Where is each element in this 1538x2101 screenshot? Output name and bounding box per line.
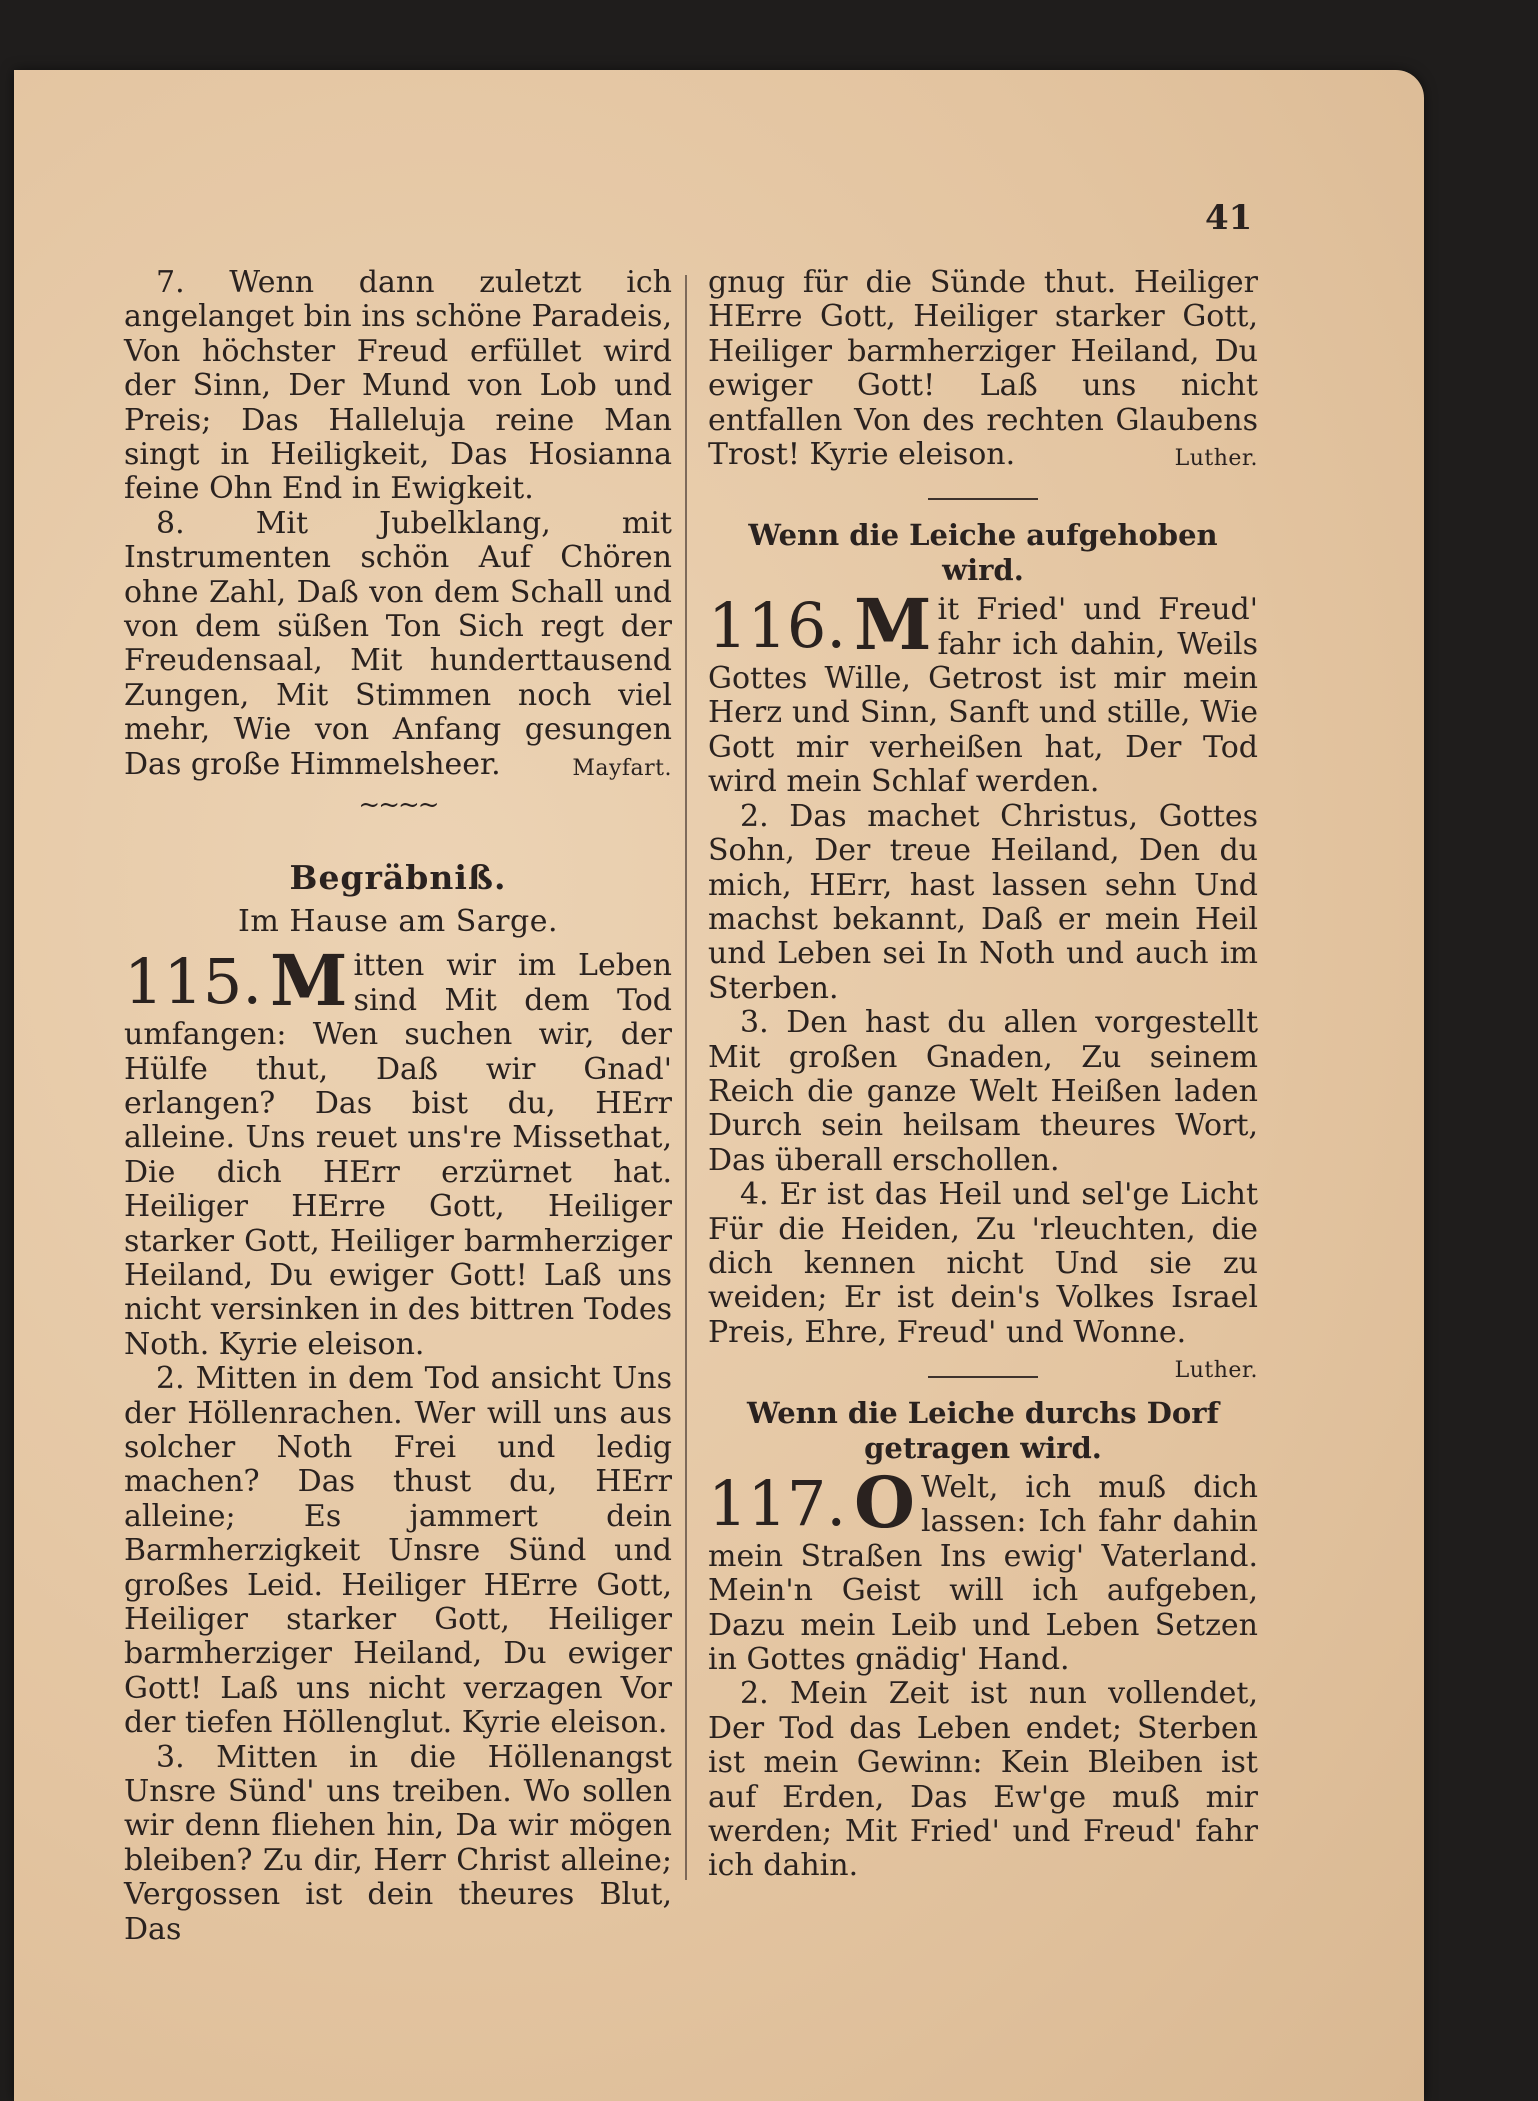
book-page xyxy=(14,70,1424,2101)
verse-7: 7. Wenn dann zuletzt ich angelanget bin ins schöne Paradeis, Von höchster Freud erfüllet wird der Sinn, Der Mund von Lob und Preis; Das Halleluja reine Man singt in Heiligkeit, Das Hosianna feine Ohn End in Ewigkeit. xyxy=(124,265,672,507)
section-title: Begräbniß. xyxy=(289,857,507,897)
verse-8-text: 8. Mit Jubelklang, mit Instrumenten schön Auf Chören ohne Zahl, Daß von dem Schall und von dem süßen Ton Sich regt der Freudensaal, Mit hunderttausend Zungen, Mit Stimmen noch viel mehr, Wie von Anfang gesungen Das große Himmelsheer. xyxy=(124,505,672,782)
continuation-body: gnug für die Sünde thut. Heiliger HErre Gott, Heiliger starker Gott, Heiliger barmherziger Heiland, Du ewiger Gott! Laß uns nicht entfallen Von des rechten Glaubens Trost! Kyrie eleison. xyxy=(708,265,1258,473)
horizontal-rule xyxy=(928,498,1038,500)
right-column xyxy=(708,266,1258,1884)
hymn-116-verse-2: 2. Das machet Christus, Gottes Sohn, Der treue Heiland, Den du mich, HErr, hast lassen sehn Und machst bekannt, Daß er mein Heil und Leben sei In Noth und auch im Sterben. xyxy=(708,798,1258,1006)
ornament-divider: ~~~~ xyxy=(358,790,438,821)
page-number: 41 xyxy=(1205,198,1253,238)
author-signature: Mayfart. xyxy=(572,755,672,781)
hymn-117-heading: Wenn die Leiche durchs Dorf getragen wird. xyxy=(747,1396,1219,1465)
drop-cap: O xyxy=(854,1461,916,1544)
hymn-116 xyxy=(708,583,1258,800)
hymn-116-verse-4 xyxy=(708,1177,1258,1384)
drop-cap: M xyxy=(854,583,932,667)
hymn-117 xyxy=(708,1461,1258,1678)
hymn-116-verse-1: it Fried' und Freud' fahr ich dahin, Weils Gottes Wille, Getrost ist mir mein Herz und Sinn, Sanft und stille, Wie Gott mir verheißen hat, Der Tod wird mein Schlaf werden. xyxy=(708,592,1258,800)
verse-8 xyxy=(124,507,672,782)
drop-cap: M xyxy=(270,939,348,1023)
hymn-115-verse-1: itten wir im Leben sind Mit dem Tod umfangen: Wen suchen wir, der Hülfe thut, Daß wir Gnad' erlangen? Das bist du, HErr alleine. Uns reuet uns're Missethat, Die dich HErr erzürnet hat. Heiliger HErre Gott, Heiliger starker Gott, Heiliger barmherziger Heiland, Du ewiger Gott! Laß uns nicht versinken in des bittren Todes Noth. Kyrie eleison. xyxy=(124,948,672,1362)
author-signature: Luther. xyxy=(1174,446,1258,472)
hymn-116-verse-3: 3. Den hast du allen vorgestellt Mit großen Gnaden, Zu seinem Reich die ganze Welt Heißen laden Durch sein heilsam theures Wort, Das überall erschollen. xyxy=(708,1005,1258,1178)
hymn-number: 115. xyxy=(124,945,263,1019)
column-divider xyxy=(685,275,687,1880)
continuation-text xyxy=(708,266,1258,472)
hymn-117-verse-1: Welt, ich muß dich lassen: Ich fahr dahin mein Straßen Ins ewig' Vaterland. Mein'n Geist will ich aufgeben, Dazu mein Leib und Leben Setzen in Gottes gnädig' Hand. xyxy=(708,1470,1258,1678)
subsection-title: Im Hause am Sarge. xyxy=(237,903,559,939)
hymn-115-verse-3: 3. Mitten in die Höllenangst Unsre Sünd' uns treiben. Wo sollen wir denn fliehen hin, Da wir mögen bleiben? Zu dir, Herr Christ alleine; Vergossen ist dein theures Blut, Das xyxy=(124,1739,672,1947)
horizontal-rule xyxy=(928,1376,1038,1378)
hymn-number: 117. xyxy=(708,1467,847,1540)
hymn-115 xyxy=(124,939,672,1362)
author-signature: Luther. xyxy=(1174,1358,1258,1384)
hymn-115-verse-2: 2. Mitten in dem Tod ansicht Uns der Höllenrachen. Wer will uns aus solcher Noth Frei und ledig machen? Das thust du, HErr alleine; Es jammert dein Barmherzigkeit Unsre Sünd und großes Leid. Heiliger HErre Gott, Heiliger starker Gott, Heiliger barmherziger Heiland, Du ewiger Gott! Laß uns nicht verzagen Vor der tiefen Höllenglut. Kyrie eleison. xyxy=(124,1361,672,1741)
hymn-116-heading: Wenn die Leiche aufgehoben wird. xyxy=(748,518,1218,587)
hymn-116-verse-4-text: 4. Er ist das Heil und sel'ge Licht Für die Heiden, Zu 'rleuchten, die dich kennen nicht Und sie zu weiden; Er ist dein's Volkes Israel Preis, Ehre, Freud' und Wonne. xyxy=(708,1177,1258,1350)
left-column xyxy=(124,266,672,1947)
hymn-number: 116. xyxy=(708,589,847,663)
hymn-117-verse-2: 2. Mein Zeit ist nun vollendet, Der Tod das Leben endet; Sterben ist mein Gewinn: Kein Bleiben ist auf Erden, Das Ew'ge muß mir werden; Mit Fried' und Freud' fahr ich dahin. xyxy=(708,1676,1258,1884)
